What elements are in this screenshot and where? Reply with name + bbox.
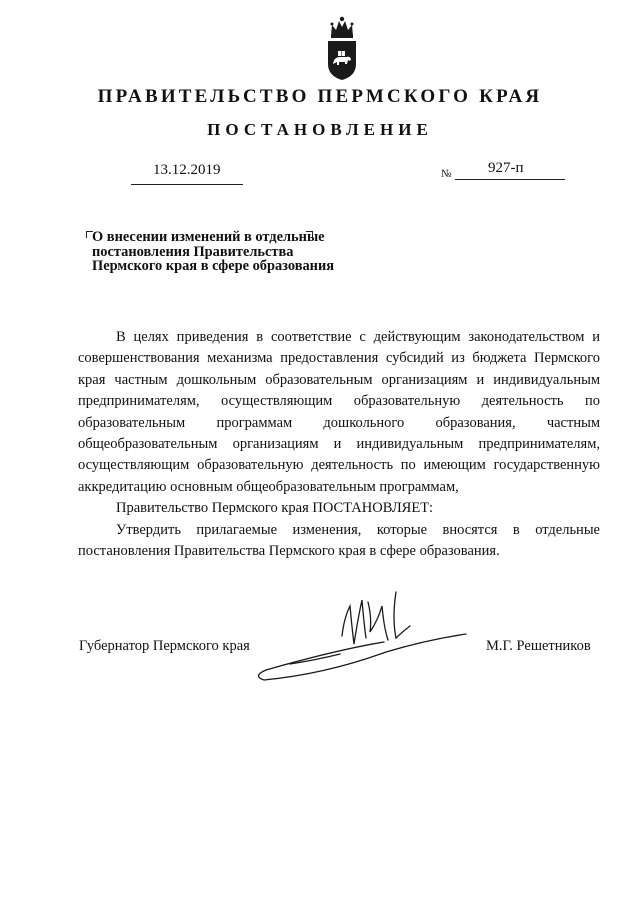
subject-line: Пермского края в сфере образования [92,258,335,274]
body-paragraph: В целях приведения в соответствие с действующим законодательством и совершенствования механизма предоставления субсидий из бюджета Пермского края частным дошкольным образовательным организациям и индивидуальным предпринимателям, осуществляющим образовательную деятельность по образовательным программам дошкольного образования, частным общеобразовательным организациям и индивидуальным предпринимателям, осуществляющим образовательную деятельность по имеющим государственную аккредитацию основным общеобразовательным программам, [78,329,600,495]
document-subject [92,230,362,274]
document-date: 13.12.2019 [153,162,221,178]
date-field [131,160,243,185]
document-type: ПОСТАНОВЛЕНИЕ [207,120,433,139]
document-number: 927-п [488,160,524,176]
number-sign: № [441,168,452,180]
government-title: ПРАВИТЕЛЬСТВО ПЕРМСКОГО КРАЯ [97,86,543,107]
number-field [455,160,565,180]
subject-line: постановления Правительства [92,243,294,260]
body-paragraph: Правительство Пермского края ПОСТАНОВЛЯЕТ: [116,500,434,517]
handwritten-signature-icon [246,588,486,694]
document-body [78,327,600,562]
perm-krai-coat-of-arms-icon [324,12,360,82]
body-paragraph: Утвердить прилагаемые изменения, которые вносятся в отдельные постановления Правительства Пермского края в сфере образования. [78,521,600,560]
subject-line: О внесении изменений в отдельные [92,229,325,245]
signatory-name: М.Г. Решетников [486,638,591,654]
signatory-position: Губернатор Пермского края [79,638,250,654]
